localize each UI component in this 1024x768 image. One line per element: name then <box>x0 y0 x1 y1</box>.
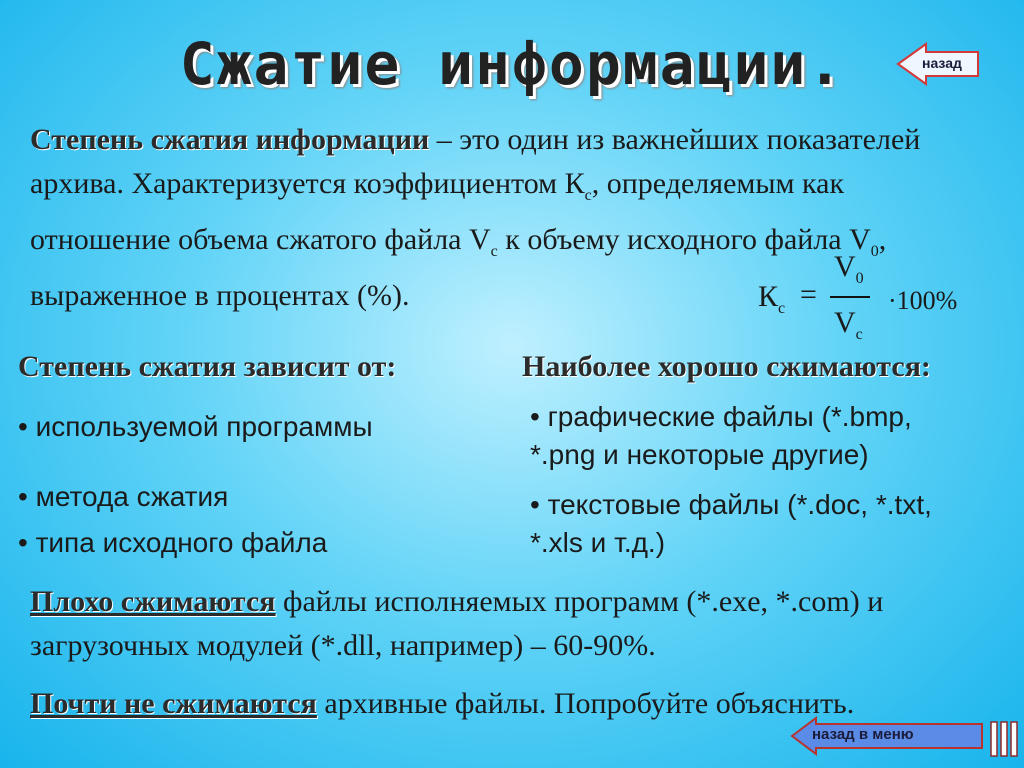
none-term: Почти не сжимаются <box>30 687 317 720</box>
formula-fraction-bar <box>830 296 870 298</box>
formula-equals: = <box>800 278 817 311</box>
back-button[interactable] <box>896 42 980 86</box>
formula-denominator: $V_с$ <box>834 306 863 343</box>
intro-text-1: – это один из важнейших показателей архива. Характеризуется коэффициентом К <box>30 123 921 200</box>
intro-sub-2: с <box>490 243 498 260</box>
intro-text-3: к объему исходного файла V <box>497 223 871 256</box>
intro-text-4: , выраженное в процентах (%). <box>30 223 887 312</box>
back-button-label: назад <box>922 55 962 71</box>
decorative-bars-icon <box>990 720 1020 758</box>
intro-sub-3: 0 <box>870 243 879 260</box>
intro-sub-1: с <box>584 187 592 204</box>
back-to-menu-button[interactable] <box>790 716 986 756</box>
formula-k: $К_с$ <box>758 280 786 317</box>
menu-button-label: назад в меню <box>812 726 914 743</box>
compression-formula <box>758 250 988 350</box>
poor-term: Плохо сжимаются <box>30 585 276 618</box>
list-item: • текстовые файлы (*.doc, *.txt, *.xls и т.д.) <box>530 489 932 558</box>
list-item: • типа исходного файла <box>18 527 328 558</box>
formula-multiplier: ·100% <box>888 286 958 315</box>
best-heading: Наиболее хорошо сжимаются: <box>522 350 931 383</box>
intro-term: Степень сжатия информации <box>30 123 430 156</box>
poor-text: файлы исполняемых программ (*.exe, *.com) и загрузочных модулей (*.dll, например) – 60-90%. <box>30 585 884 662</box>
list-item: • графические файлы (*.bmp, *.png и некоторые другие) <box>530 401 912 470</box>
depends-heading: Степень сжатия зависит от: <box>18 350 397 383</box>
poor-paragraph <box>30 580 990 668</box>
list-item: • метода сжатия <box>18 481 229 512</box>
formula-numerator: $V_0$ <box>834 250 864 287</box>
slide-title: Сжатие информации. <box>179 30 845 98</box>
intro-text-2: , определяемым как отношение объема сжатого файла V <box>30 167 845 256</box>
none-text: архивные файлы. Попробуйте объяснить. <box>316 687 855 720</box>
list-item: • используемой программы <box>18 411 373 442</box>
